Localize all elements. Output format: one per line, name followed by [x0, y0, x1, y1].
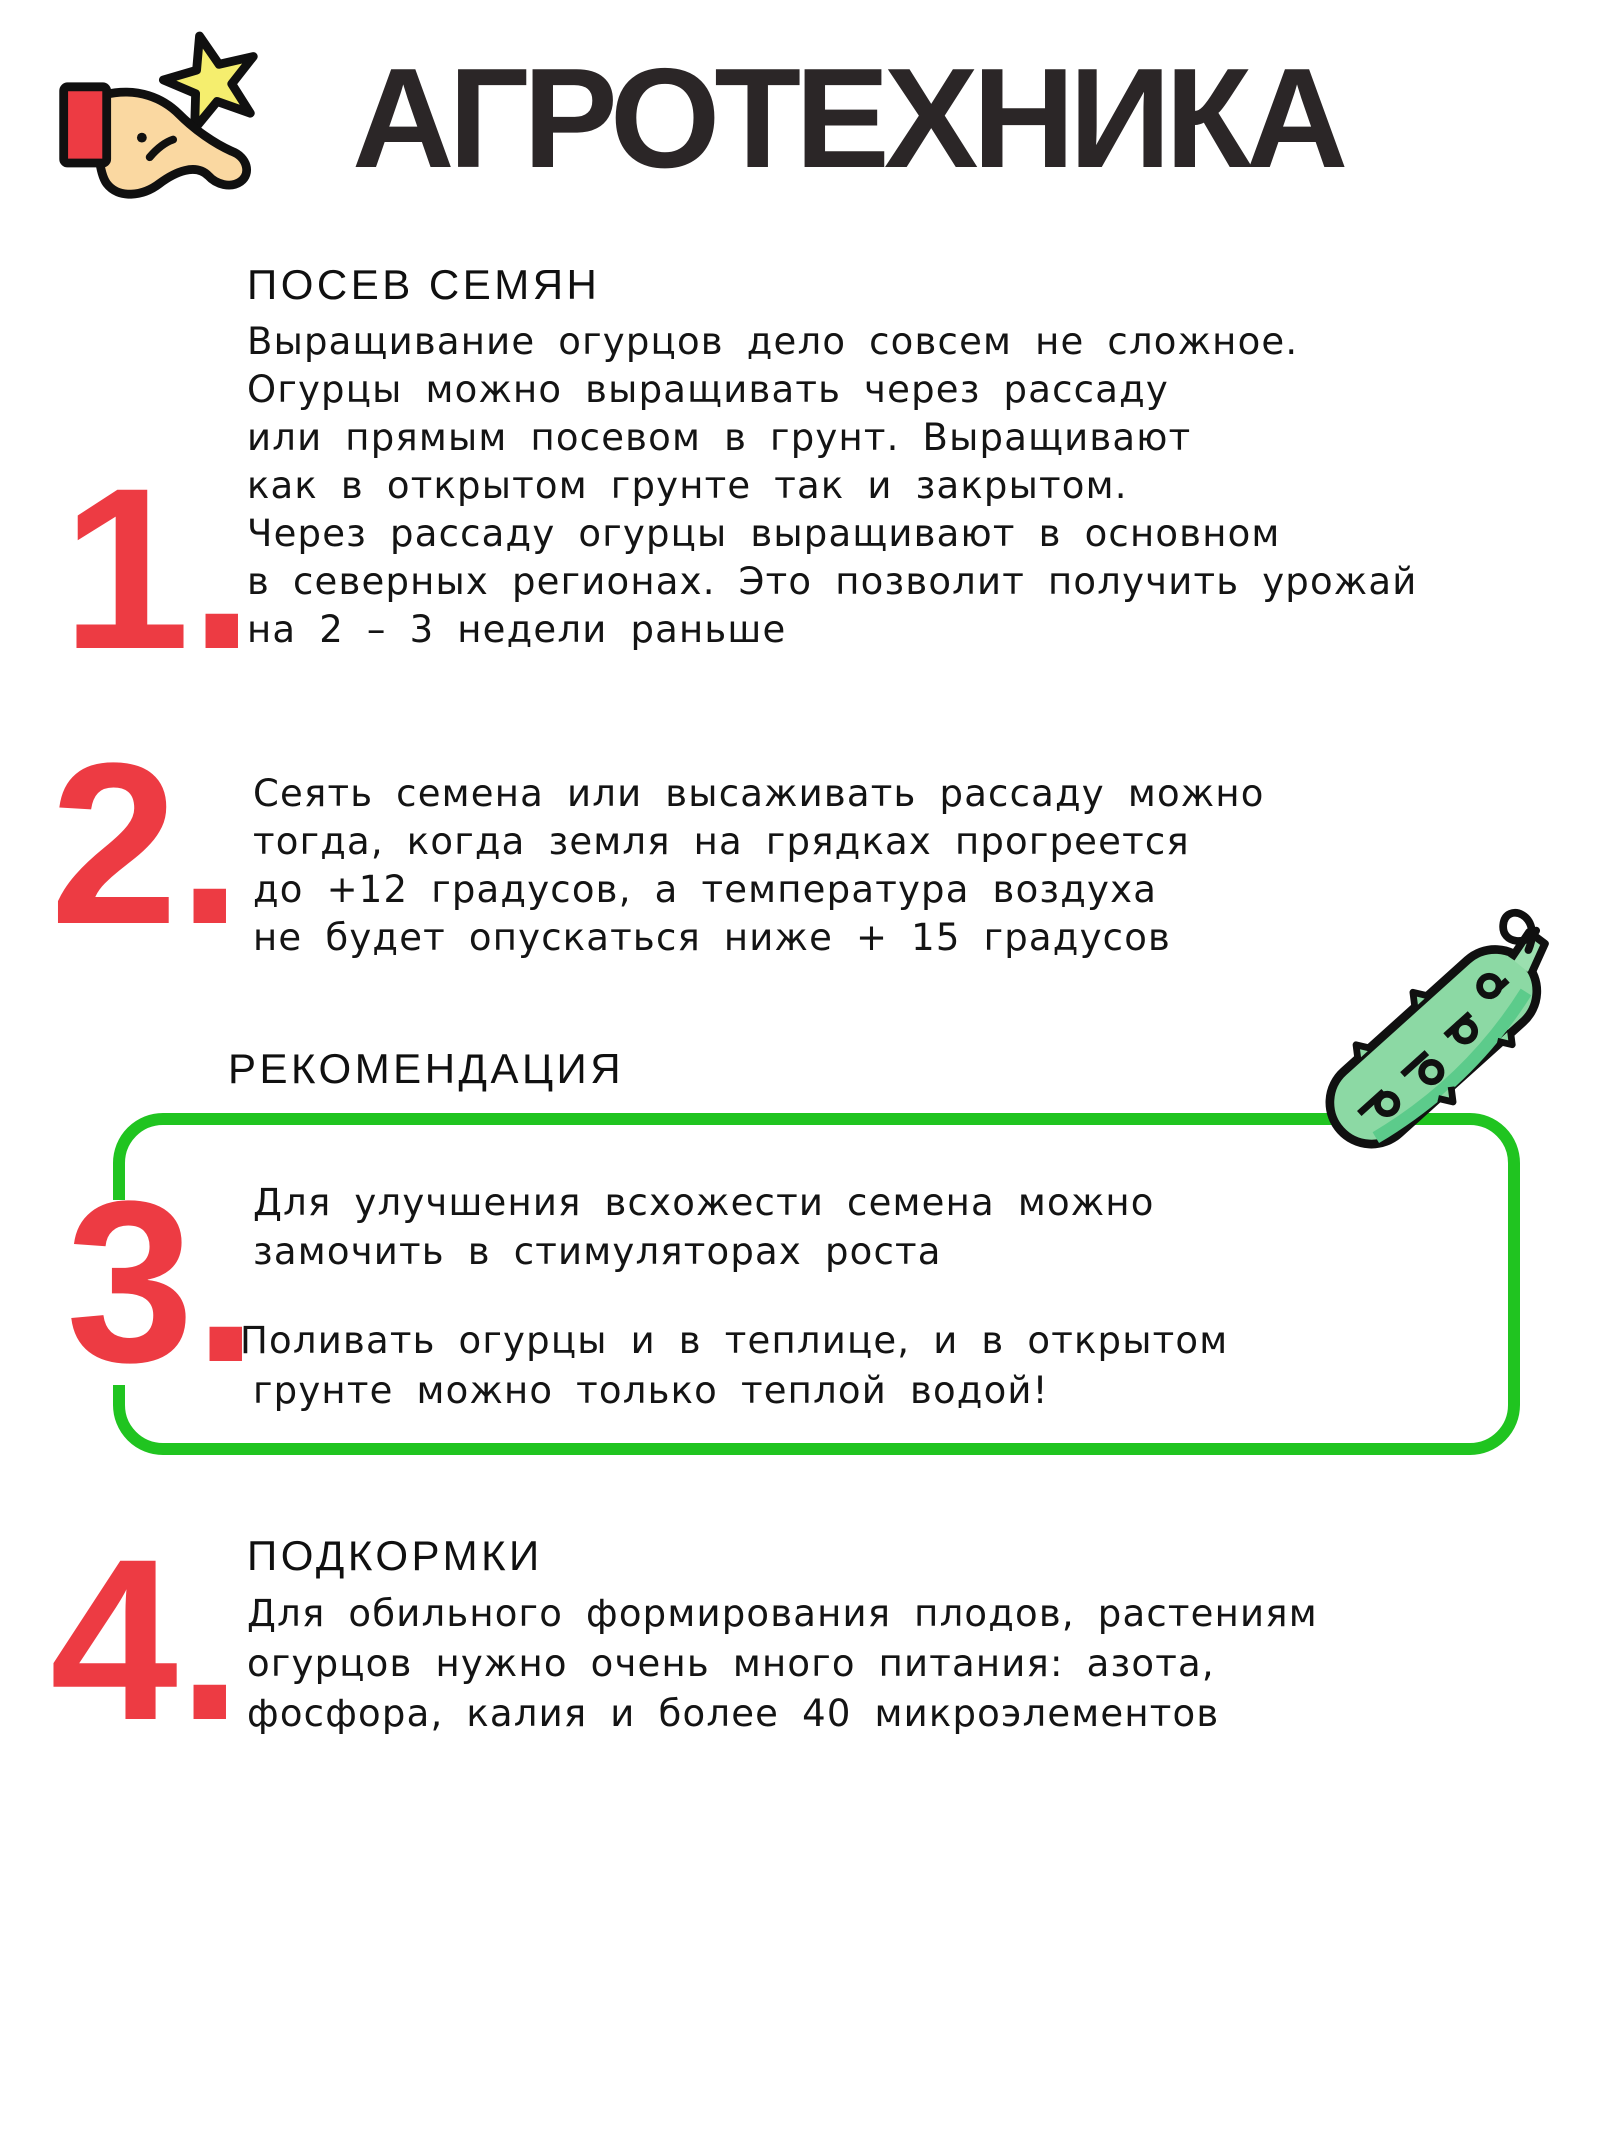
- text-line: не будет опускаться ниже + 15 градусов: [253, 916, 1172, 959]
- page-title: АГРОТЕХНИКА: [352, 39, 1343, 198]
- section-number-2: 2.: [50, 715, 242, 972]
- text-line: тогда, когда земля на грядках прогреется: [253, 820, 1190, 863]
- feeding-paragraph: [247, 1589, 1318, 1739]
- text-line: на 2 – 3 недели раньше: [247, 608, 787, 651]
- text-line: Огурцы можно выращивать через рассаду: [247, 368, 1169, 411]
- section-heading-recommendation: РЕКОМЕНДАЦИЯ: [228, 1045, 625, 1092]
- text-line: или прямым посевом в грунт. Выращивают: [247, 416, 1192, 459]
- hand-star-icon: [50, 28, 265, 214]
- section-number-4: 4.: [50, 1511, 242, 1768]
- text-line: грунте можно только теплой водой!: [253, 1369, 1049, 1412]
- cucumber-icon: [1298, 890, 1573, 1190]
- text-line: Через рассаду огурцы выращивают в основном: [247, 512, 1281, 555]
- planting-paragraph: [253, 770, 1265, 962]
- section-heading-feeding: ПОДКОРМКИ: [247, 1532, 543, 1579]
- sowing-paragraph: [247, 318, 1417, 654]
- text-line: Поливать огурцы и в теплице, и в открытом: [240, 1319, 1229, 1362]
- text-line: как в открытом грунте так и закрытом.: [247, 464, 1128, 507]
- recommendation-paragraph-top: [253, 1178, 1155, 1276]
- text-line: огурцов нужно очень много питания: азота,: [247, 1642, 1215, 1685]
- section-number-1: 1.: [62, 440, 254, 697]
- text-line: Для улучшения всхожести семена можно: [253, 1181, 1155, 1224]
- text-line: Для обильного формирования плодов, растениям: [247, 1592, 1318, 1635]
- text-line: Выращивание огурцов дело совсем не сложное.: [247, 320, 1299, 363]
- text-line: в северных регионах. Это позволит получить урожай: [247, 560, 1418, 603]
- section-heading-sowing: ПОСЕВ СЕМЯН: [247, 261, 601, 308]
- text-line: до +12 градусов, а температура воздуха: [253, 868, 1158, 911]
- text-line: фосфора, калия и более 40 микроэлементов: [247, 1692, 1220, 1735]
- text-line: Сеять семена или высаживать рассаду можно: [253, 772, 1265, 815]
- text-line: замочить в стимуляторах роста: [253, 1230, 942, 1273]
- section-number-3: 3.: [66, 1153, 258, 1410]
- recommendation-paragraph-bottom: [240, 1316, 1228, 1416]
